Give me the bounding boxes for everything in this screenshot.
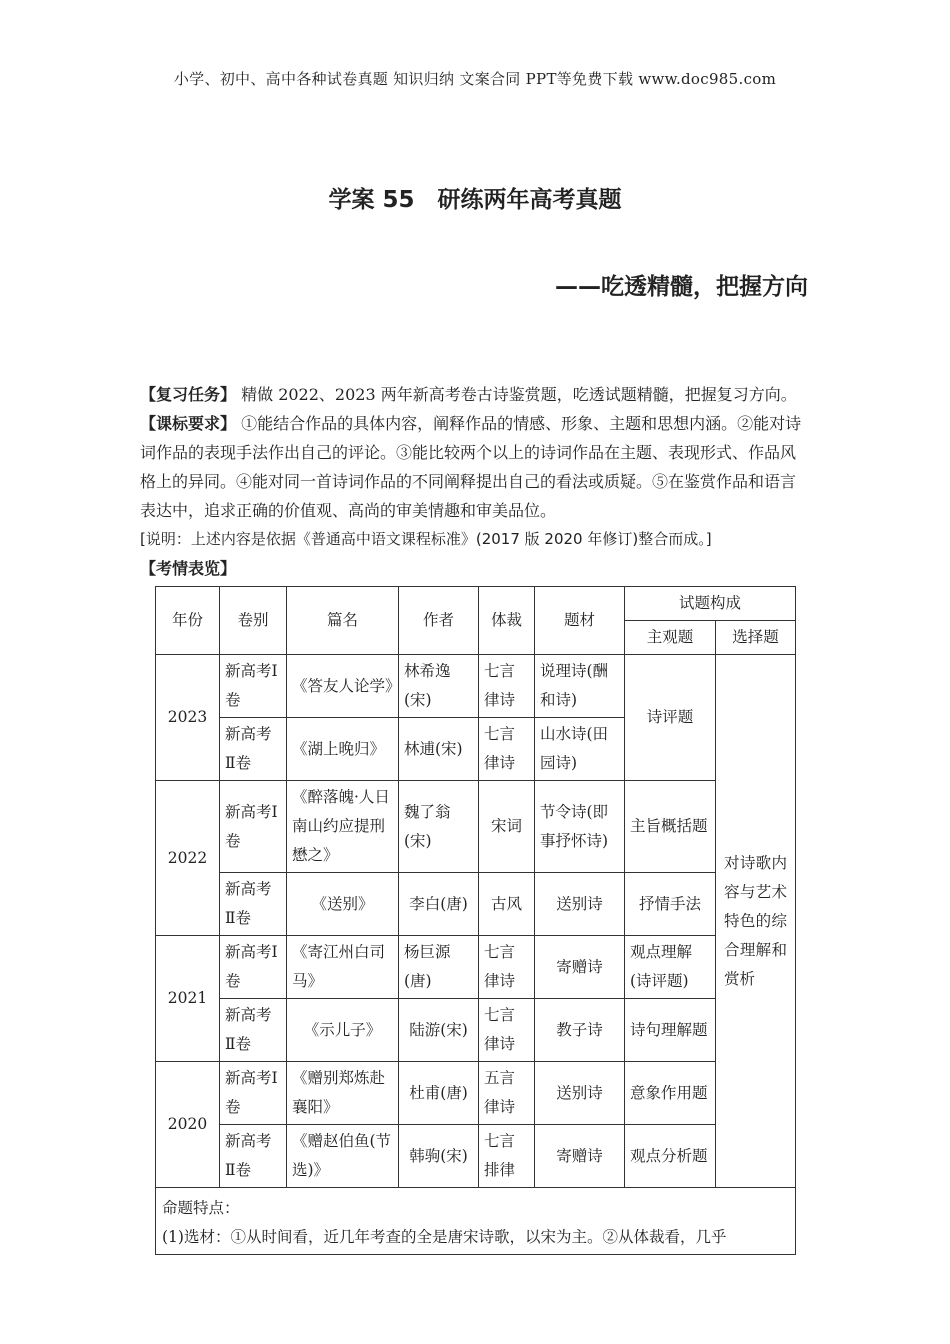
- table-row: [156, 873, 796, 936]
- review-task-text: 精做 2022、2023 两年新高考卷古诗鉴赏题，吃透试题精髓，把握复习方向。: [241, 385, 797, 404]
- cell-year: 2020: [156, 1062, 220, 1188]
- header-paper: 卷别: [220, 587, 287, 655]
- cell-author: 韩驹(宋): [399, 1125, 479, 1188]
- cell-author: 杨巨源(唐): [399, 936, 479, 999]
- cell-form: 七言排律: [479, 1125, 535, 1188]
- cell-author: 林逋(宋): [399, 718, 479, 781]
- cell-form: 七言律诗: [479, 936, 535, 999]
- header-year: 年份: [156, 587, 220, 655]
- cell-paper: 新高考Ⅱ卷: [220, 999, 287, 1062]
- cell-paper: 新高考Ⅱ卷: [220, 1125, 287, 1188]
- cell-author: 陆游(宋): [399, 999, 479, 1062]
- cell-paper: 新高考Ⅰ卷: [220, 1062, 287, 1125]
- table-header-row: [156, 587, 796, 621]
- curriculum-standard-label: 【课标要求】: [140, 414, 237, 433]
- cell-title: 《湖上晚归》: [287, 718, 399, 781]
- cell-paper: 新高考Ⅰ卷: [220, 655, 287, 718]
- table-row: [156, 1062, 796, 1125]
- cell-form: 七言律诗: [479, 999, 535, 1062]
- source-note: [说明：上述内容是依据《普通高中语文课程标准》(2017 版 2020 年修订)整合而成。]: [140, 530, 712, 548]
- cell-subjective: 观点分析题: [625, 1125, 716, 1188]
- cell-subjective: 诗评题: [625, 655, 716, 781]
- table-row: [156, 999, 796, 1062]
- cell-form: 宋词: [479, 781, 535, 873]
- objective-merged-text: 对诗歌内容与艺术特色的综合理解和赏析: [724, 853, 788, 988]
- table-footer-row: [156, 1188, 796, 1255]
- exam-overview-label: 【考情表览】: [140, 559, 237, 578]
- cell-subjective: 抒情手法: [625, 873, 716, 936]
- cell-author: 李白(唐): [399, 873, 479, 936]
- cell-paper: 新高考Ⅰ卷: [220, 781, 287, 873]
- cell-form: 五言律诗: [479, 1062, 535, 1125]
- cell-year: 2021: [156, 936, 220, 1062]
- cell-subjective: 诗句理解题: [625, 999, 716, 1062]
- cell-year: 2023: [156, 655, 220, 781]
- exam-overview-heading: [140, 554, 810, 583]
- header-objective: 选择题: [716, 621, 796, 655]
- cell-title: 《赠赵伯鱼(节选)》: [287, 1125, 399, 1188]
- cell-author: 魏了翁(宋): [399, 781, 479, 873]
- cell-subjective: 意象作用题: [625, 1062, 716, 1125]
- table-row: [156, 936, 796, 999]
- cell-title: 《送别》: [287, 873, 399, 936]
- page-header: 小学、初中、高中各种试卷真题 知识归纳 文案合同 PPT等免费下载 www.doc985.com: [173, 70, 777, 88]
- cell-form: 七言律诗: [479, 655, 535, 718]
- exam-features-label: 命题特点：: [162, 1199, 240, 1217]
- cell-title: 《醉落魄·人日南山约应提刑懋之》: [287, 781, 399, 873]
- page-subtitle: ——吃透精髓，把握方向: [555, 274, 808, 300]
- cell-title: 《寄江州白司马》: [287, 936, 399, 999]
- table-row: [156, 655, 796, 718]
- header-title: 篇名: [287, 587, 399, 655]
- cell-theme: 教子诗: [535, 999, 625, 1062]
- cell-title: 《赠别郑炼赴襄阳》: [287, 1062, 399, 1125]
- cell-author: 杜甫(唐): [399, 1062, 479, 1125]
- cell-paper: 新高考Ⅱ卷: [220, 718, 287, 781]
- cell-title: 《答友人论学》: [287, 655, 399, 718]
- table-row: [156, 1125, 796, 1188]
- cell-theme: 说理诗(酬和诗): [535, 655, 625, 718]
- cell-theme: 山水诗(田园诗): [535, 718, 625, 781]
- exam-features-cell: [156, 1188, 796, 1255]
- exam-overview-table: [155, 586, 796, 1255]
- review-task-paragraph: [140, 380, 810, 409]
- cell-paper: 新高考Ⅰ卷: [220, 936, 287, 999]
- cell-theme: 送别诗: [535, 873, 625, 936]
- cell-theme: 送别诗: [535, 1062, 625, 1125]
- cell-theme: 寄赠诗: [535, 936, 625, 999]
- cell-subjective: 观点理解(诗评题): [625, 936, 716, 999]
- header-form: 体裁: [479, 587, 535, 655]
- cell-author: 林希逸(宋): [399, 655, 479, 718]
- curriculum-standard-text: ①能结合作品的具体内容，阐释作品的情感、形象、主题和思想内涵。②能对诗词作品的表现手法作出自己的评论。③能比较两个以上的诗词作品在主题、表现形式、作品风格上的异同。④能对同一首诗词作品的不同阐释提出自己的看法或质疑。⑤在鉴赏作品和语言表达中，追求正确的价值观、高尚的审美情趣和审美品位。: [140, 414, 802, 520]
- header-subjective: 主观题: [625, 621, 716, 655]
- cell-subjective: 主旨概括题: [625, 781, 716, 873]
- exam-features-line: (1)选材：①从时间看，近几年考查的全是唐宋诗歌，以宋为主。②从体裁看，几乎: [162, 1228, 727, 1246]
- cell-year: 2022: [156, 781, 220, 936]
- cell-theme: 节令诗(即事抒怀诗): [535, 781, 625, 873]
- header-theme: 题材: [535, 587, 625, 655]
- cell-paper: 新高考Ⅱ卷: [220, 873, 287, 936]
- cell-title: 《示儿子》: [287, 999, 399, 1062]
- cell-objective-merged: [716, 655, 796, 1188]
- cell-form: 七言律诗: [479, 718, 535, 781]
- header-author: 作者: [399, 587, 479, 655]
- header-composition: 试题构成: [625, 587, 796, 621]
- page-title: 学案 55 研练两年高考真题: [328, 187, 622, 213]
- cell-theme: 寄赠诗: [535, 1125, 625, 1188]
- table-row: [156, 781, 796, 873]
- review-task-label: 【复习任务】: [140, 385, 237, 404]
- cell-form: 古风: [479, 873, 535, 936]
- curriculum-standard-paragraph: [140, 409, 810, 525]
